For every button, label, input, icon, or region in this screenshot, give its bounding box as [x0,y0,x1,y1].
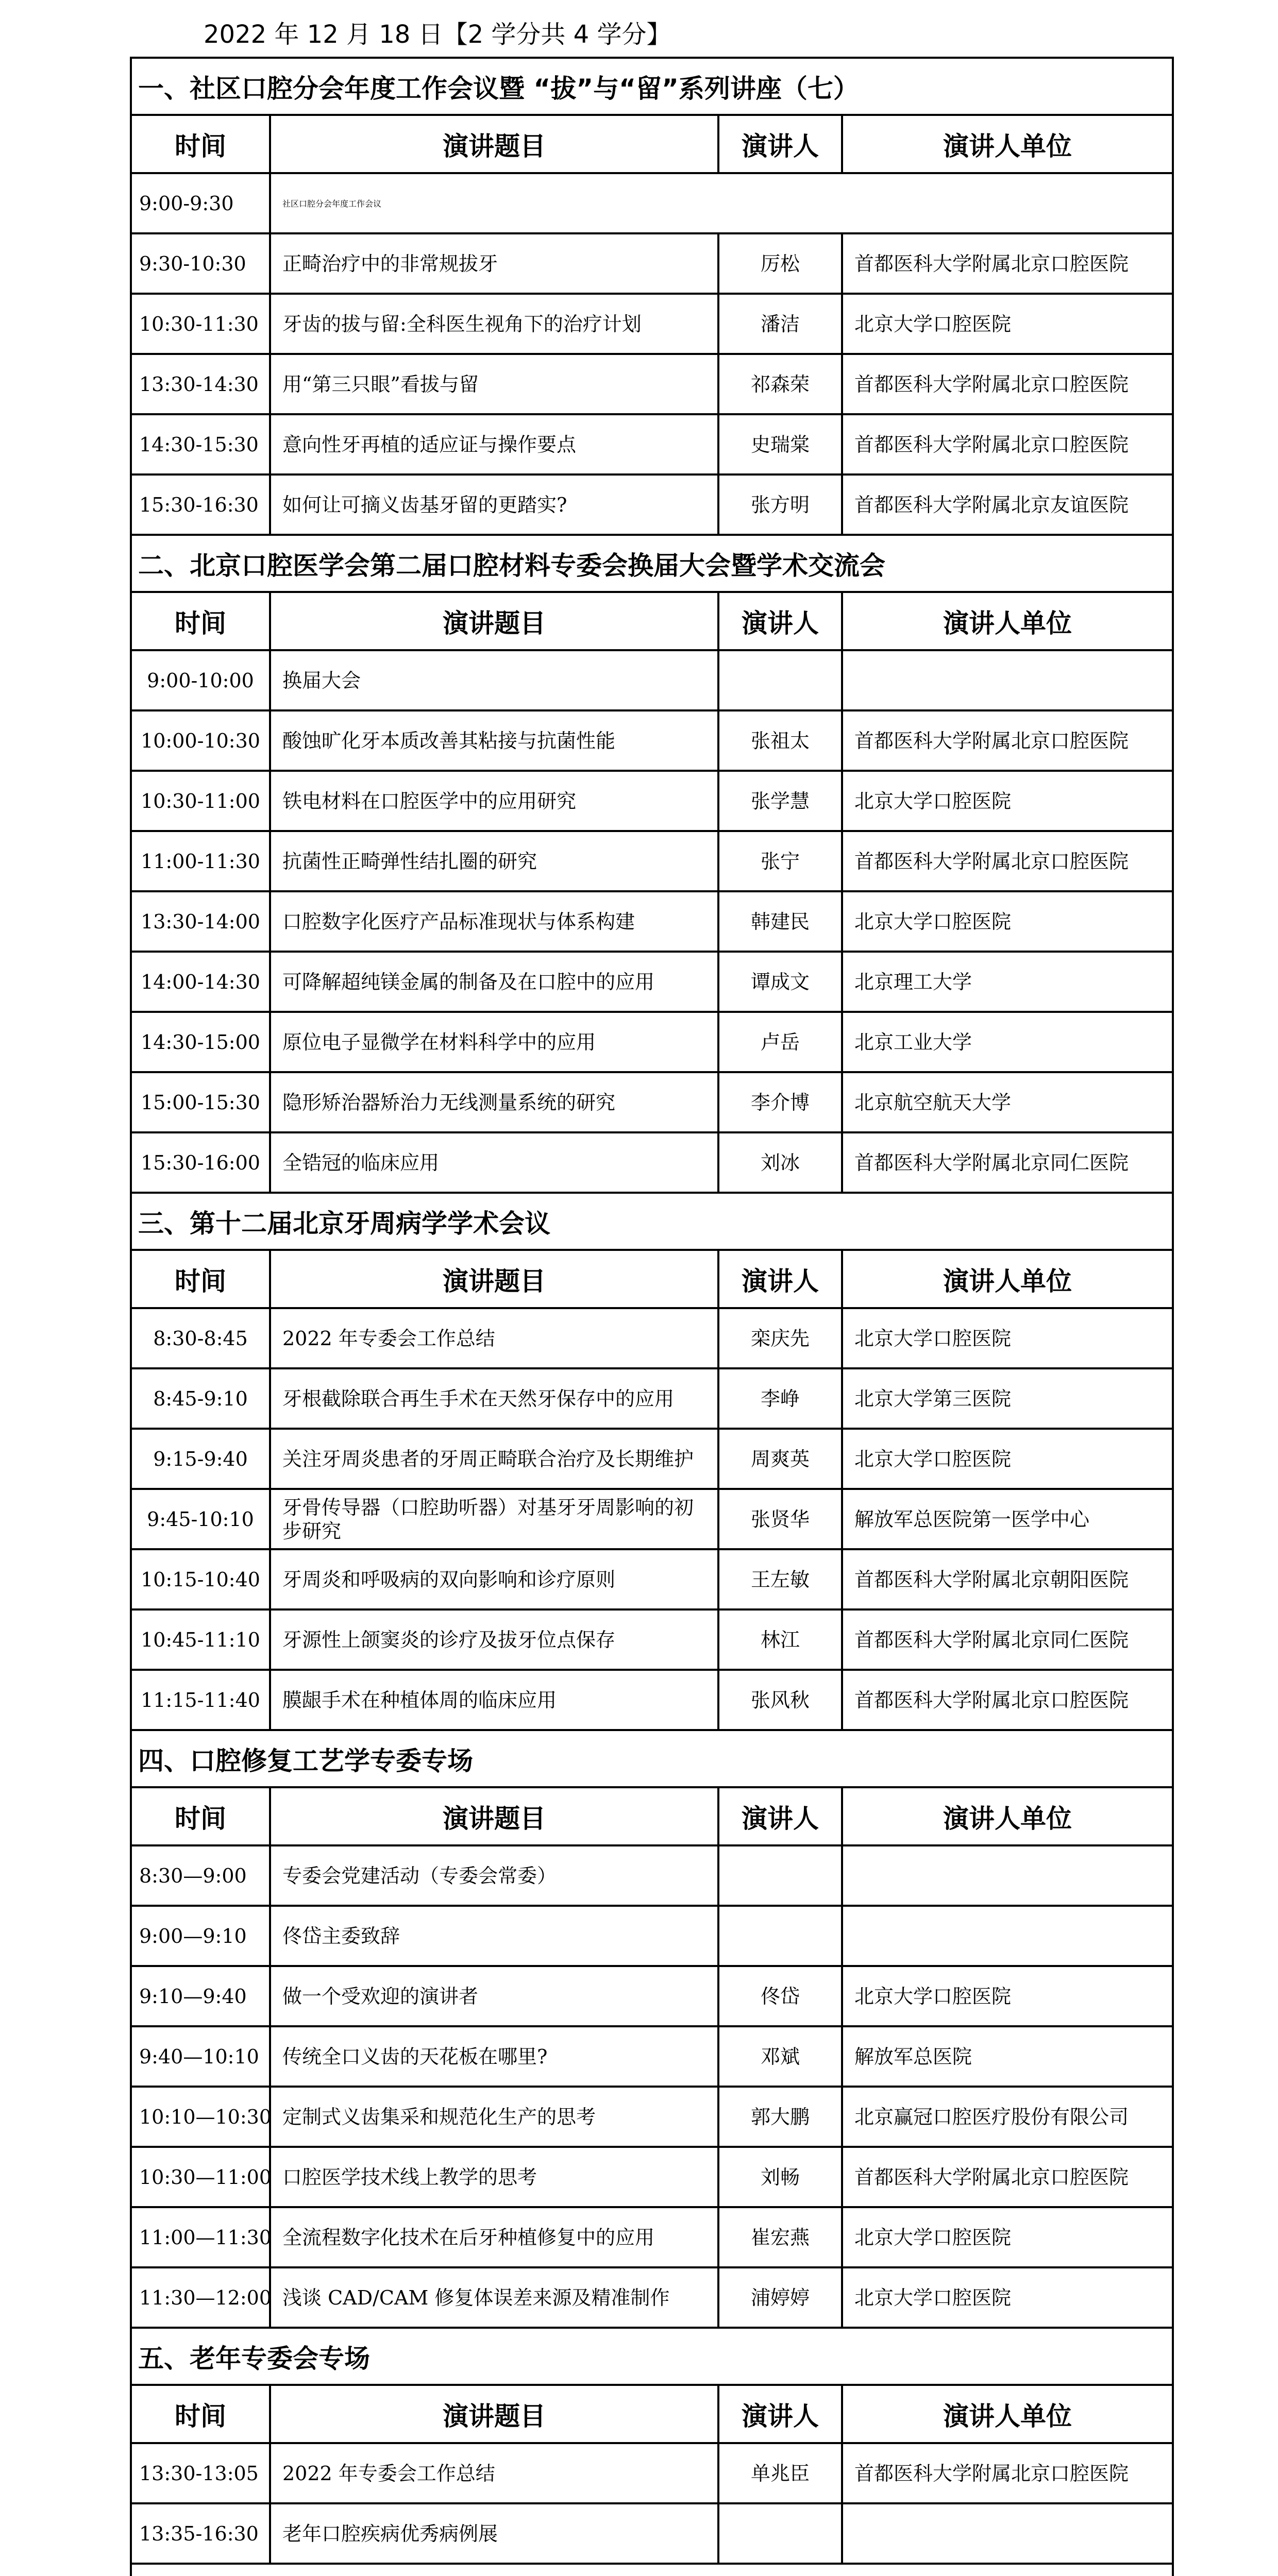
speaker-organization [842,1906,1173,1966]
session-topic: 换届大会 [270,650,718,710]
speaker-organization: 北京大学口腔医院 [842,294,1173,354]
session-topic: 2022 年专委会工作总结 [270,1308,718,1368]
col-header-topic: 演讲题目 [270,1787,718,1845]
col-header-org: 演讲人单位 [842,115,1173,173]
section-title: 四、口腔修复工艺学专委专场 [131,1730,1173,1787]
speaker-organization: 首都医科大学附属北京口腔医院 [842,233,1173,294]
session-time: 11:30—12:00 [131,2267,270,2328]
session-topic: 定制式义齿集采和规范化生产的思考 [270,2087,718,2147]
col-header-org: 演讲人单位 [842,2385,1173,2443]
schedule-row [131,650,1173,710]
speaker-organization: 首都医科大学附属北京口腔医院 [842,710,1173,771]
session-time: 8:30—9:00 [131,1845,270,1906]
session-topic: 可降解超纯镁金属的制备及在口腔中的应用 [270,952,718,1012]
speaker-organization: 首都医科大学附属北京口腔医院 [842,1670,1173,1730]
session-topic: 社区口腔分会年度工作会议 [270,173,1173,233]
col-header-time: 时间 [131,1787,270,1845]
schedule-row [131,2503,1173,2564]
session-topic: 牙根截除联合再生手术在天然牙保存中的应用 [270,1368,718,1429]
speaker-name: 李介博 [718,1072,842,1132]
speaker-name: 张祖太 [718,710,842,771]
speaker-name: 史瑞棠 [718,414,842,474]
session-time: 9:10—9:40 [131,1966,270,2026]
speaker-organization: 解放军总医院 [842,2026,1173,2087]
session-topic: 牙齿的拔与留:全科医生视角下的治疗计划 [270,294,718,354]
section-title-row [131,1193,1173,1250]
col-header-speaker: 演讲人 [718,115,842,173]
session-topic: 口腔医学技术线上教学的思考 [270,2147,718,2207]
session-topic: 全锆冠的临床应用 [270,1132,718,1193]
schedule-table-container [130,57,1172,2576]
speaker-organization: 北京大学口腔医院 [842,771,1173,831]
session-time: 10:45-11:10 [131,1609,270,1670]
speaker-name: 周爽英 [718,1429,842,1489]
speaker-name [718,2503,842,2564]
speaker-name: 刘冰 [718,1132,842,1193]
speaker-organization: 北京大学口腔医院 [842,891,1173,952]
session-time: 10:00-10:30 [131,710,270,771]
schedule-row [131,1132,1173,1193]
schedule-row [131,474,1173,535]
speaker-name: 谭成文 [718,952,842,1012]
speaker-organization [842,1845,1173,1906]
section-title-row [131,1730,1173,1787]
speaker-organization: 北京航空航天大学 [842,1072,1173,1132]
schedule-row [131,1368,1173,1429]
session-topic: 佟岱主委致辞 [270,1906,718,1966]
session-topic: 传统全口义齿的天花板在哪里? [270,2026,718,2087]
speaker-name: 张贤华 [718,1489,842,1549]
session-time: 8:30-8:45 [131,1308,270,1368]
speaker-organization: 首都医科大学附属北京口腔医院 [842,831,1173,891]
col-header-time: 时间 [131,115,270,173]
schedule-row [131,831,1173,891]
session-topic: 如何让可摘义齿基牙留的更踏实? [270,474,718,535]
schedule-row [131,1549,1173,1609]
session-topic: 膜龈手术在种植体周的临床应用 [270,1670,718,1730]
session-time: 8:45-9:10 [131,1368,270,1429]
speaker-name: 张方明 [718,474,842,535]
section-title: 二、北京口腔医学会第二届口腔材料专委会换届大会暨学术交流会 [131,535,1173,592]
schedule-row [131,2443,1173,2503]
speaker-name: 厉松 [718,233,842,294]
session-time: 10:30-11:30 [131,294,270,354]
speaker-organization: 首都医科大学附属北京口腔医院 [842,2443,1173,2503]
column-header-row [131,1250,1173,1308]
section-title-row [131,535,1173,592]
session-time: 15:30-16:30 [131,474,270,535]
session-topic: 牙源性上颌窦炎的诊疗及拔牙位点保存 [270,1609,718,1670]
session-topic: 全流程数字化技术在后牙种植修复中的应用 [270,2207,718,2267]
session-topic: 用“第三只眼”看拔与留 [270,354,718,414]
section-title: 三、第十二届北京牙周病学学术会议 [131,1193,1173,1250]
speaker-name: 韩建民 [718,891,842,952]
schedule-row [131,2267,1173,2328]
session-time: 14:00-14:30 [131,952,270,1012]
speaker-organization [842,650,1173,710]
session-time: 9:00-9:30 [131,173,270,233]
schedule-row [131,354,1173,414]
speaker-name: 佟岱 [718,1966,842,2026]
session-topic: 铁电材料在口腔医学中的应用研究 [270,771,718,831]
speaker-name: 崔宏燕 [718,2207,842,2267]
speaker-organization: 首都医科大学附属北京朝阳医院 [842,1549,1173,1609]
speaker-organization: 解放军总医院第一医学中心 [842,1489,1173,1549]
session-topic: 老年口腔疾病优秀病例展 [270,2503,718,2564]
col-header-speaker: 演讲人 [718,1787,842,1845]
speaker-organization: 首都医科大学附属北京同仁医院 [842,1609,1173,1670]
schedule-row [131,1845,1173,1906]
section-title-row [131,2564,1173,2576]
schedule-row [131,952,1173,1012]
speaker-name: 刘畅 [718,2147,842,2207]
speaker-name: 王左敏 [718,1549,842,1609]
speaker-organization [842,2503,1173,2564]
speaker-name: 李峥 [718,1368,842,1429]
schedule-row [131,1012,1173,1072]
schedule-row [131,1489,1173,1549]
speaker-organization: 北京大学口腔医院 [842,2207,1173,2267]
session-time: 14:30-15:00 [131,1012,270,1072]
schedule-row [131,233,1173,294]
session-time: 9:00—9:10 [131,1906,270,1966]
speaker-name: 祁森荣 [718,354,842,414]
col-header-topic: 演讲题目 [270,592,718,650]
speaker-organization: 北京大学口腔医院 [842,1429,1173,1489]
section-title: 一、社区口腔分会年度工作会议暨 “拔”与“留”系列讲座（七） [131,58,1173,115]
session-time: 11:00—11:30 [131,2207,270,2267]
col-header-time: 时间 [131,1250,270,1308]
speaker-name: 浦婷婷 [718,2267,842,2328]
speaker-name [718,1845,842,1906]
date-heading: 2022 年 12 月 18 日【2 学分共 4 学分】 [204,20,671,49]
speaker-organization: 首都医科大学附属北京口腔医院 [842,2147,1173,2207]
column-header-row [131,1787,1173,1845]
col-header-speaker: 演讲人 [718,2385,842,2443]
speaker-name [718,1906,842,1966]
session-time: 13:30-14:00 [131,891,270,952]
speaker-organization: 北京工业大学 [842,1012,1173,1072]
session-time: 10:15-10:40 [131,1549,270,1609]
schedule-body [131,58,1173,2576]
schedule-row [131,1966,1173,2026]
col-header-topic: 演讲题目 [270,1250,718,1308]
section-title: 五、老年专委会专场 [131,2328,1173,2385]
schedule-row [131,2147,1173,2207]
session-time: 11:00-11:30 [131,831,270,891]
schedule-row [131,1429,1173,1489]
schedule-row [131,1906,1173,1966]
schedule-row [131,1670,1173,1730]
column-header-row [131,592,1173,650]
session-time: 15:30-16:00 [131,1132,270,1193]
session-time: 14:30-15:30 [131,414,270,474]
schedule-row [131,414,1173,474]
speaker-organization: 首都医科大学附属北京口腔医院 [842,354,1173,414]
speaker-organization: 首都医科大学附属北京口腔医院 [842,414,1173,474]
col-header-topic: 演讲题目 [270,2385,718,2443]
speaker-name: 栾庆先 [718,1308,842,1368]
schedule-row [131,1308,1173,1368]
session-time: 13:30-13:05 [131,2443,270,2503]
schedule-row [131,2026,1173,2087]
column-header-row [131,115,1173,173]
session-topic: 抗菌性正畸弹性结扎圈的研究 [270,831,718,891]
speaker-name: 卢岳 [718,1012,842,1072]
section-title-row [131,2328,1173,2385]
section-title-row [131,58,1173,115]
schedule-row [131,771,1173,831]
col-header-org: 演讲人单位 [842,1787,1173,1845]
section-title [131,2564,1173,2576]
session-topic: 专委会党建活动（专委会常委） [270,1845,718,1906]
speaker-organization: 北京理工大学 [842,952,1173,1012]
session-topic: 2022 年专委会工作总结 [270,2443,718,2503]
session-topic: 原位电子显微学在材料科学中的应用 [270,1012,718,1072]
speaker-organization: 北京大学口腔医院 [842,1966,1173,2026]
speaker-name: 郭大鹏 [718,2087,842,2147]
col-header-speaker: 演讲人 [718,1250,842,1308]
session-topic: 隐形矫治器矫治力无线测量系统的研究 [270,1072,718,1132]
session-topic: 意向性牙再植的适应证与操作要点 [270,414,718,474]
session-time: 10:30-11:00 [131,771,270,831]
schedule-row [131,891,1173,952]
speaker-name: 单兆臣 [718,2443,842,2503]
speaker-organization: 北京大学口腔医院 [842,1308,1173,1368]
session-time: 10:10—10:30 [131,2087,270,2147]
speaker-organization: 北京大学第三医院 [842,1368,1173,1429]
col-header-time: 时间 [131,2385,270,2443]
speaker-name: 张宁 [718,831,842,891]
column-header-row [131,2385,1173,2443]
schedule-row [131,2087,1173,2147]
session-time: 11:15-11:40 [131,1670,270,1730]
schedule-row [131,1609,1173,1670]
session-time: 13:35-16:30 [131,2503,270,2564]
speaker-name: 张学慧 [718,771,842,831]
speaker-name: 潘洁 [718,294,842,354]
col-header-org: 演讲人单位 [842,1250,1173,1308]
col-header-time: 时间 [131,592,270,650]
session-time: 9:45-10:10 [131,1489,270,1549]
schedule-row [131,1072,1173,1132]
col-header-speaker: 演讲人 [718,592,842,650]
session-topic: 正畸治疗中的非常规拔牙 [270,233,718,294]
session-topic: 做一个受欢迎的演讲者 [270,1966,718,2026]
session-time: 15:00-15:30 [131,1072,270,1132]
session-topic: 关注牙周炎患者的牙周正畸联合治疗及长期维护 [270,1429,718,1489]
schedule-table [130,57,1174,2576]
session-time: 9:15-9:40 [131,1429,270,1489]
session-topic: 口腔数字化医疗产品标准现状与体系构建 [270,891,718,952]
session-time: 9:00-10:00 [131,650,270,710]
schedule-row [131,2207,1173,2267]
speaker-name: 林江 [718,1609,842,1670]
session-time: 9:30-10:30 [131,233,270,294]
speaker-organization: 北京大学口腔医院 [842,2267,1173,2328]
schedule-row [131,173,1173,233]
speaker-name: 邓斌 [718,2026,842,2087]
schedule-row [131,294,1173,354]
session-time: 13:30-14:30 [131,354,270,414]
speaker-organization: 首都医科大学附属北京同仁医院 [842,1132,1173,1193]
speaker-name [718,650,842,710]
session-topic: 牙周炎和呼吸病的双向影响和诊疗原则 [270,1549,718,1609]
col-header-topic: 演讲题目 [270,115,718,173]
session-time: 9:40—10:10 [131,2026,270,2087]
session-time: 10:30—11:00 [131,2147,270,2207]
session-topic: 浅谈 CAD/CAM 修复体误差来源及精准制作 [270,2267,718,2328]
session-topic: 牙骨传导器（口腔助听器）对基牙牙周影响的初步研究 [270,1489,718,1549]
schedule-row [131,710,1173,771]
col-header-org: 演讲人单位 [842,592,1173,650]
session-topic: 酸蚀旷化牙本质改善其粘接与抗菌性能 [270,710,718,771]
speaker-organization: 北京赢冠口腔医疗股份有限公司 [842,2087,1173,2147]
speaker-name: 张风秋 [718,1670,842,1730]
speaker-organization: 首都医科大学附属北京友谊医院 [842,474,1173,535]
